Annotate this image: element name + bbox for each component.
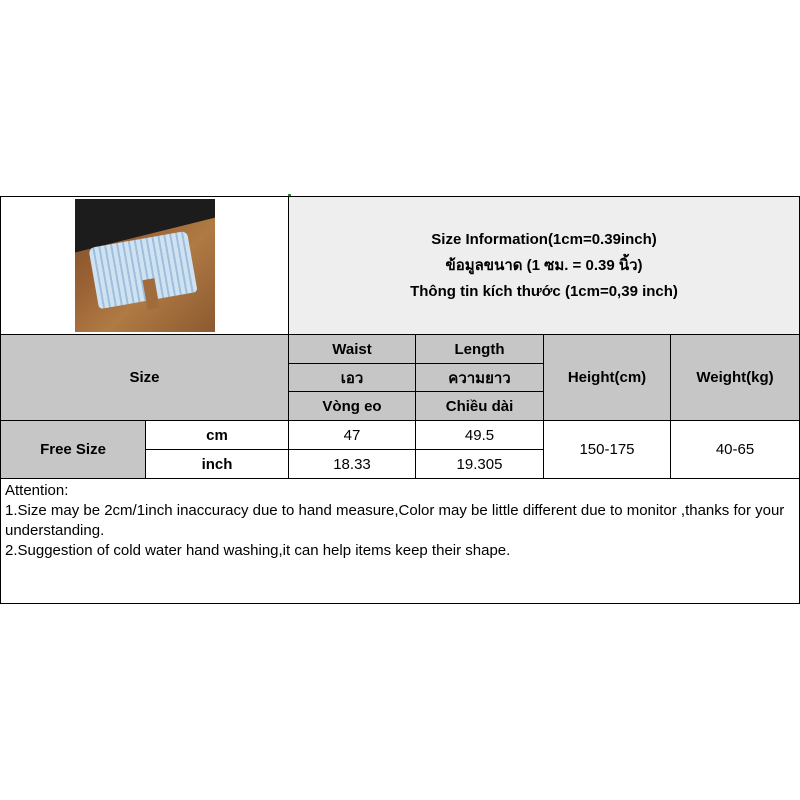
product-photo-cell: [1, 197, 289, 335]
waist-header-en: Waist: [289, 335, 416, 364]
waist-header-vi: Vòng eo: [289, 392, 416, 421]
length-header-vi: Chiều dài: [416, 392, 544, 421]
length-inch-value: 19.305: [416, 450, 544, 479]
title-vietnamese: Thông tin kích thước (1cm=0,39 inch): [410, 282, 678, 300]
attention-notes: [1, 479, 800, 604]
waist-header-th: เอว: [289, 364, 416, 392]
attention-line-1: 1.Size may be 2cm/1inch inaccuracy due to hand measure,Color may be little different due to monitor ,thanks for your understanding.: [5, 502, 785, 539]
waist-inch-value: 18.33: [289, 450, 416, 479]
length-header-en: Length: [416, 335, 544, 364]
length-cm-value: 49.5: [416, 421, 544, 450]
waist-cm-value: 47: [289, 421, 416, 450]
length-header-th: ความยาว: [416, 364, 544, 392]
size-header: Size: [1, 335, 289, 421]
title-thai: ข้อมูลขนาด (1 ซม. = 0.39 นิ้ว): [445, 256, 643, 274]
free-size-label: Free Size: [1, 421, 146, 479]
height-value: 150-175: [544, 421, 671, 479]
unit-inch: inch: [146, 450, 289, 479]
title-english: Size Information(1cm=0.39inch): [431, 230, 657, 248]
size-chart: [0, 196, 799, 604]
height-header: Height(cm): [544, 335, 671, 421]
attention-title: Attention:: [5, 482, 69, 499]
size-table: [0, 196, 800, 604]
weight-value: 40-65: [671, 421, 800, 479]
unit-cm: cm: [146, 421, 289, 450]
size-info-title: [289, 197, 800, 335]
attention-line-2: 2.Suggestion of cold water hand washing,it can help items keep their shape.: [5, 542, 511, 559]
product-photo: [75, 199, 215, 332]
weight-header: Weight(kg): [671, 335, 800, 421]
